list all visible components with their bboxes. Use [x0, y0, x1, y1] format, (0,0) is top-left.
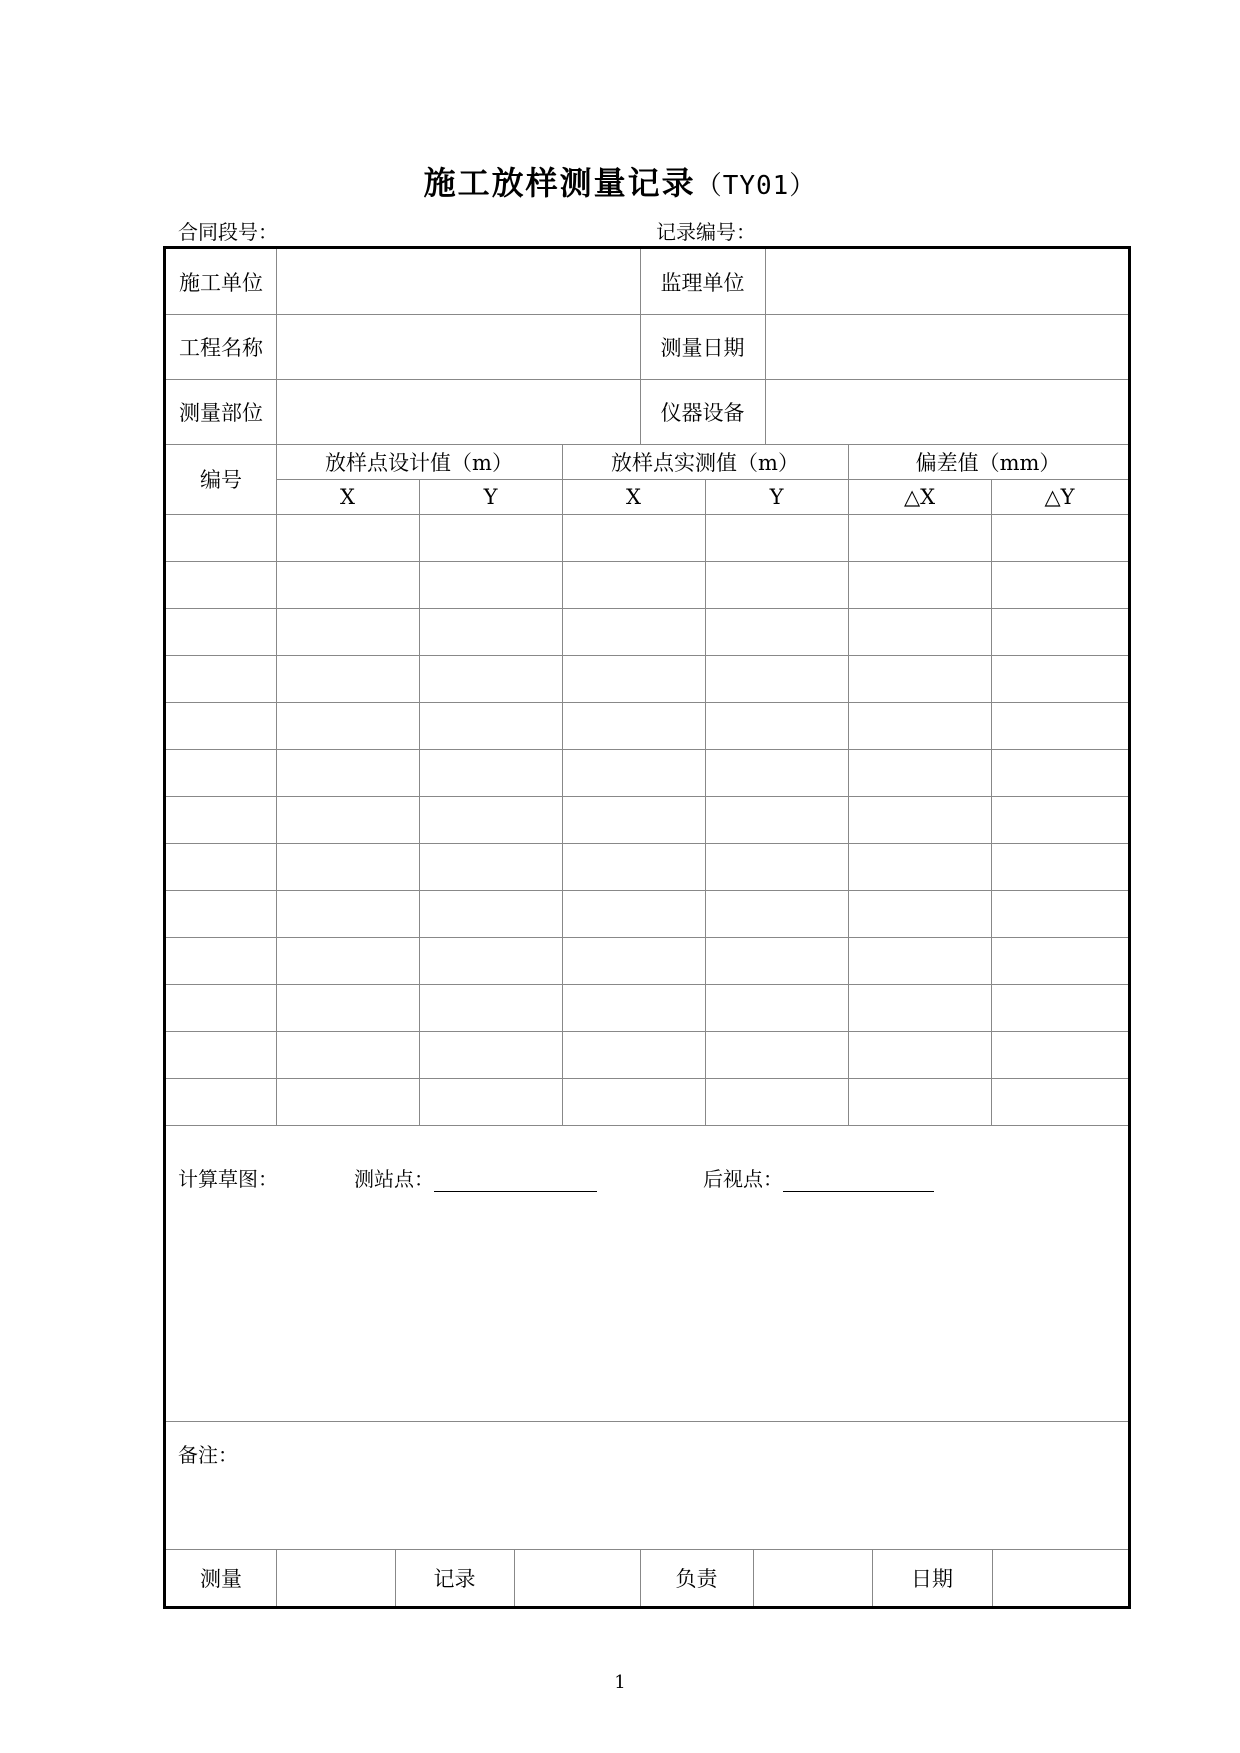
deviation-y-cell[interactable] — [991, 796, 1128, 843]
deviation-y-cell[interactable] — [991, 890, 1128, 937]
page-title — [0, 158, 1240, 204]
measured-x-cell[interactable] — [562, 1078, 705, 1125]
grid-vline — [276, 444, 277, 514]
design-y-cell[interactable] — [419, 702, 562, 749]
measured-y-cell[interactable] — [705, 655, 848, 702]
deviation-x-cell[interactable] — [848, 890, 991, 937]
deviation-x-cell[interactable] — [848, 937, 991, 984]
survey-date-field[interactable] — [765, 314, 1128, 379]
survey-location-label: 测量部位 — [179, 400, 263, 425]
grid-vline — [872, 1549, 873, 1606]
station-point-group — [354, 1163, 597, 1192]
date-label: 日期 — [911, 1566, 953, 1591]
number-cell[interactable] — [166, 749, 276, 796]
contract-number-label: 合同段号： — [178, 220, 278, 244]
grid-vline — [705, 514, 706, 1125]
measured-y-cell[interactable] — [705, 984, 848, 1031]
design-x-cell[interactable] — [276, 749, 419, 796]
design-x-cell[interactable] — [276, 655, 419, 702]
number-cell[interactable] — [166, 984, 276, 1031]
measured-y-cell[interactable] — [705, 514, 848, 561]
deviation-y-cell[interactable] — [991, 655, 1128, 702]
number-column-header: 编号 — [200, 468, 242, 492]
grid-vline — [640, 249, 641, 444]
design-y-cell[interactable] — [419, 843, 562, 890]
grid-hline — [166, 1421, 1128, 1422]
page-number: 1 — [614, 1672, 626, 1693]
deviation-y-cell[interactable] — [991, 608, 1128, 655]
record-number-label: 记录编号： — [656, 220, 756, 244]
grid-hline — [166, 749, 1128, 750]
measured-x-cell[interactable] — [562, 937, 705, 984]
deviation-y-cell[interactable] — [991, 514, 1128, 561]
design-x-cell[interactable] — [276, 843, 419, 890]
grid-hline — [166, 1125, 1128, 1126]
number-cell[interactable] — [166, 937, 276, 984]
design-x-header: X — [340, 484, 355, 509]
measured-x-cell[interactable] — [562, 890, 705, 937]
measured-y-cell[interactable] — [705, 608, 848, 655]
grid-hline — [166, 561, 1128, 562]
measured-y-cell[interactable] — [705, 843, 848, 890]
design-y-cell[interactable] — [419, 937, 562, 984]
grid-hline — [166, 1549, 1128, 1550]
design-x-cell[interactable] — [276, 796, 419, 843]
grid-vline — [848, 514, 849, 1125]
number-cell[interactable] — [166, 608, 276, 655]
grid-vline — [276, 1549, 277, 1606]
number-cell[interactable] — [166, 702, 276, 749]
sketch-area[interactable] — [166, 1199, 1128, 1376]
deviation-y-cell[interactable] — [991, 843, 1128, 890]
measured-y-cell[interactable] — [705, 561, 848, 608]
measured-x-header: X — [626, 484, 641, 509]
measured-y-header: Y — [769, 484, 784, 509]
grid-vline — [640, 1549, 641, 1606]
project-name-label: 工程名称 — [179, 335, 263, 360]
record-field[interactable] — [514, 1549, 640, 1606]
number-cell[interactable] — [166, 1031, 276, 1078]
deviation-x-cell[interactable] — [848, 608, 991, 655]
measured-y-cell[interactable] — [705, 1031, 848, 1078]
grid-vline — [562, 514, 563, 1125]
design-x-cell[interactable] — [276, 890, 419, 937]
deviation-x-header: △X — [903, 484, 936, 509]
backsight-point-field[interactable] — [783, 1169, 934, 1192]
grid-hline — [166, 655, 1128, 656]
grid-hline — [166, 514, 1128, 515]
measure-field[interactable] — [276, 1549, 395, 1606]
grid-hline — [166, 702, 1128, 703]
calc-sketch-label: 计算草图： — [178, 1167, 278, 1191]
measured-y-cell[interactable] — [705, 890, 848, 937]
grid-vline — [419, 479, 420, 514]
design-value-header: 放样点设计值（m） — [325, 450, 513, 475]
measured-y-cell[interactable] — [705, 702, 848, 749]
measured-x-cell[interactable] — [562, 608, 705, 655]
design-y-cell[interactable] — [419, 984, 562, 1031]
instrument-field[interactable] — [765, 379, 1128, 444]
deviation-x-cell[interactable] — [848, 1031, 991, 1078]
deviation-y-cell[interactable] — [991, 702, 1128, 749]
title-code: （TY01） — [695, 171, 817, 201]
design-x-cell[interactable] — [276, 514, 419, 561]
design-x-cell[interactable] — [276, 1031, 419, 1078]
grid-vline — [848, 444, 849, 514]
measured-x-cell[interactable] — [562, 702, 705, 749]
design-y-cell[interactable] — [419, 514, 562, 561]
design-y-cell[interactable] — [419, 796, 562, 843]
grid-vline — [562, 444, 563, 514]
deviation-y-cell[interactable] — [991, 561, 1128, 608]
grid-vline — [991, 514, 992, 1125]
grid-hline — [166, 890, 1128, 891]
grid-vline — [705, 479, 706, 514]
grid-hline — [166, 937, 1128, 938]
design-y-cell[interactable] — [419, 561, 562, 608]
number-cell[interactable] — [166, 561, 276, 608]
deviation-x-cell[interactable] — [848, 796, 991, 843]
design-x-cell[interactable] — [276, 984, 419, 1031]
backsight-point-label: 后视点： — [703, 1167, 783, 1191]
backsight-point-group — [703, 1163, 934, 1192]
grid-hline — [166, 314, 1128, 315]
deviation-y-cell[interactable] — [991, 1078, 1128, 1125]
deviation-y-cell[interactable] — [991, 984, 1128, 1031]
measured-y-cell[interactable] — [705, 937, 848, 984]
deviation-x-cell[interactable] — [848, 843, 991, 890]
deviation-x-cell[interactable] — [848, 655, 991, 702]
station-point-label: 测站点： — [354, 1167, 434, 1191]
deviation-y-header: △Y — [1044, 484, 1075, 509]
grid-vline — [395, 1549, 396, 1606]
construction-unit-label: 施工单位 — [179, 270, 263, 295]
grid-hline — [166, 444, 1128, 445]
date-field[interactable] — [992, 1549, 1128, 1606]
grid-hline — [166, 608, 1128, 609]
design-x-cell[interactable] — [276, 1078, 419, 1125]
grid-vline — [753, 1549, 754, 1606]
design-x-cell[interactable] — [276, 702, 419, 749]
grid-hline — [166, 1078, 1128, 1079]
deviation-x-cell[interactable] — [848, 1078, 991, 1125]
deviation-y-cell[interactable] — [991, 937, 1128, 984]
design-y-header: Y — [483, 484, 498, 509]
responsible-label: 负责 — [675, 1566, 718, 1591]
deviation-value-header: 偏差值（mm） — [915, 450, 1061, 475]
survey-record-form — [163, 246, 1131, 1609]
survey-date-label: 测量日期 — [660, 335, 745, 360]
number-cell[interactable] — [166, 514, 276, 561]
design-y-cell[interactable] — [419, 608, 562, 655]
remarks-label: 备注： — [178, 1443, 238, 1467]
grid-hline — [166, 1031, 1128, 1032]
project-name-field[interactable] — [276, 314, 640, 379]
deviation-x-cell[interactable] — [848, 561, 991, 608]
measured-y-cell[interactable] — [705, 796, 848, 843]
measured-x-cell[interactable] — [562, 561, 705, 608]
design-x-cell[interactable] — [276, 608, 419, 655]
grid-vline — [992, 1549, 993, 1606]
deviation-x-cell[interactable] — [848, 984, 991, 1031]
grid-vline — [514, 1549, 515, 1606]
record-label: 记录 — [433, 1566, 476, 1591]
number-cell[interactable] — [166, 890, 276, 937]
measured-x-cell[interactable] — [562, 514, 705, 561]
deviation-x-cell[interactable] — [848, 514, 991, 561]
measured-y-cell[interactable] — [705, 749, 848, 796]
grid-vline — [765, 249, 766, 444]
measured-x-cell[interactable] — [562, 984, 705, 1031]
construction-unit-field[interactable] — [276, 249, 640, 314]
measured-y-cell[interactable] — [705, 1078, 848, 1125]
survey-location-field[interactable] — [276, 379, 640, 444]
grid-hline — [166, 843, 1128, 844]
grid-vline — [419, 514, 420, 1125]
number-cell[interactable] — [166, 843, 276, 890]
deviation-y-cell[interactable] — [991, 1031, 1128, 1078]
grid-hline — [166, 984, 1128, 985]
grid-hline — [166, 379, 1128, 380]
measured-x-cell[interactable] — [562, 796, 705, 843]
design-y-cell[interactable] — [419, 655, 562, 702]
remarks-field[interactable] — [166, 1464, 1128, 1549]
grid-vline — [991, 479, 992, 514]
station-point-field[interactable] — [434, 1169, 597, 1192]
design-y-cell[interactable] — [419, 890, 562, 937]
number-cell[interactable] — [166, 655, 276, 702]
grid-hline — [166, 796, 1128, 797]
measured-value-header: 放样点实测值（m） — [611, 450, 799, 475]
design-y-cell[interactable] — [419, 1031, 562, 1078]
design-x-cell[interactable] — [276, 561, 419, 608]
measured-x-cell[interactable] — [562, 1031, 705, 1078]
number-cell[interactable] — [166, 1078, 276, 1125]
grid-hline — [276, 479, 1128, 480]
deviation-y-cell[interactable] — [991, 749, 1128, 796]
deviation-x-cell[interactable] — [848, 702, 991, 749]
grid-vline — [276, 514, 277, 1125]
measured-x-cell[interactable] — [562, 655, 705, 702]
number-cell[interactable] — [166, 796, 276, 843]
supervision-unit-field[interactable] — [765, 249, 1128, 314]
design-y-cell[interactable] — [419, 1078, 562, 1125]
grid-vline — [276, 249, 277, 444]
supervision-unit-label: 监理单位 — [660, 270, 745, 295]
responsible-field[interactable] — [753, 1549, 872, 1606]
measured-x-cell[interactable] — [562, 843, 705, 890]
instrument-label: 仪器设备 — [660, 400, 745, 425]
design-y-cell[interactable] — [419, 749, 562, 796]
measured-x-cell[interactable] — [562, 749, 705, 796]
deviation-x-cell[interactable] — [848, 749, 991, 796]
measure-label: 测量 — [200, 1566, 242, 1591]
title-main: 施工放样测量记录 — [423, 164, 696, 202]
design-x-cell[interactable] — [276, 937, 419, 984]
